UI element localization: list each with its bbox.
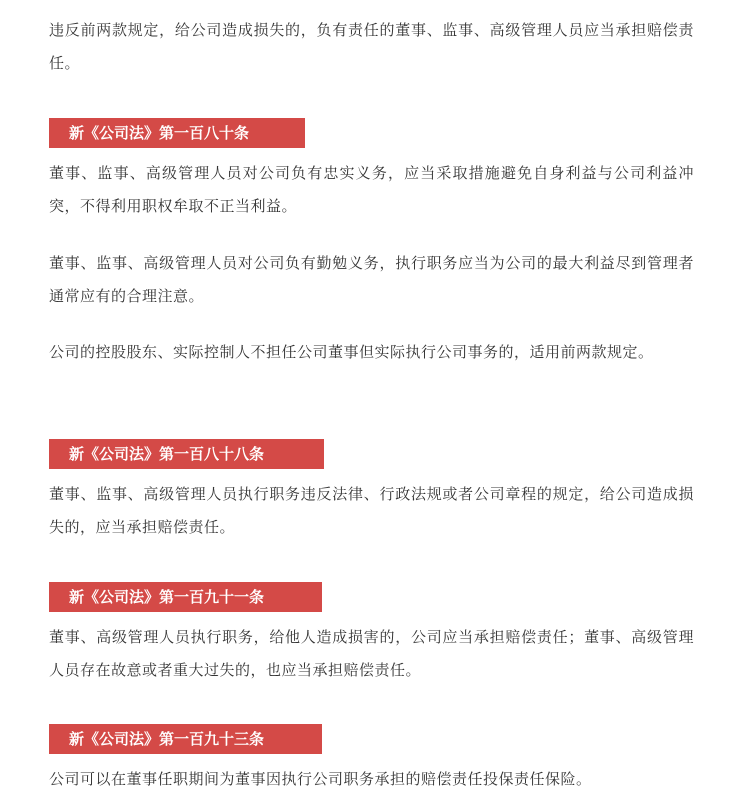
paragraph-article-179-tail: 违反前两款规定，给公司造成损失的，负有责任的董事、监事、高级管理人员应当承担赔偿责任。 (49, 21, 694, 72)
paragraph-article-191: 董事、高级管理人员执行职务，给他人造成损害的，公司应当承担赔偿责任；董事、高级管理人员存在故意或者重大过失的，也应当承担赔偿责任。 (49, 628, 694, 679)
paragraph-article-180-loyalty: 董事、监事、高级管理人员对公司负有忠实义务，应当采取措施避免自身利益与公司利益冲突，不得利用职权牟取不正当利益。 (49, 164, 694, 215)
heading-article-193: 新《公司法》第一百九十三条 (49, 724, 322, 754)
heading-article-191: 新《公司法》第一百九十一条 (49, 582, 322, 612)
paragraph-article-180-controller: 公司的控股股东、实际控制人不担任公司董事但实际执行公司事务的，适用前两款规定。 (49, 343, 654, 361)
heading-article-188: 新《公司法》第一百八十八条 (49, 439, 324, 469)
paragraph-article-188: 董事、监事、高级管理人员执行职务违反法律、行政法规或者公司章程的规定，给公司造成损失的，应当承担赔偿责任。 (49, 485, 694, 536)
heading-article-180: 新《公司法》第一百八十条 (49, 118, 305, 148)
paragraph-article-180-diligence: 董事、监事、高级管理人员对公司负有勤勉义务，执行职务应当为公司的最大利益尽到管理者通常应有的合理注意。 (49, 254, 694, 305)
paragraph-article-193: 公司可以在董事任职期间为董事因执行公司职务承担的赔偿责任投保责任保险。 (49, 770, 592, 788)
